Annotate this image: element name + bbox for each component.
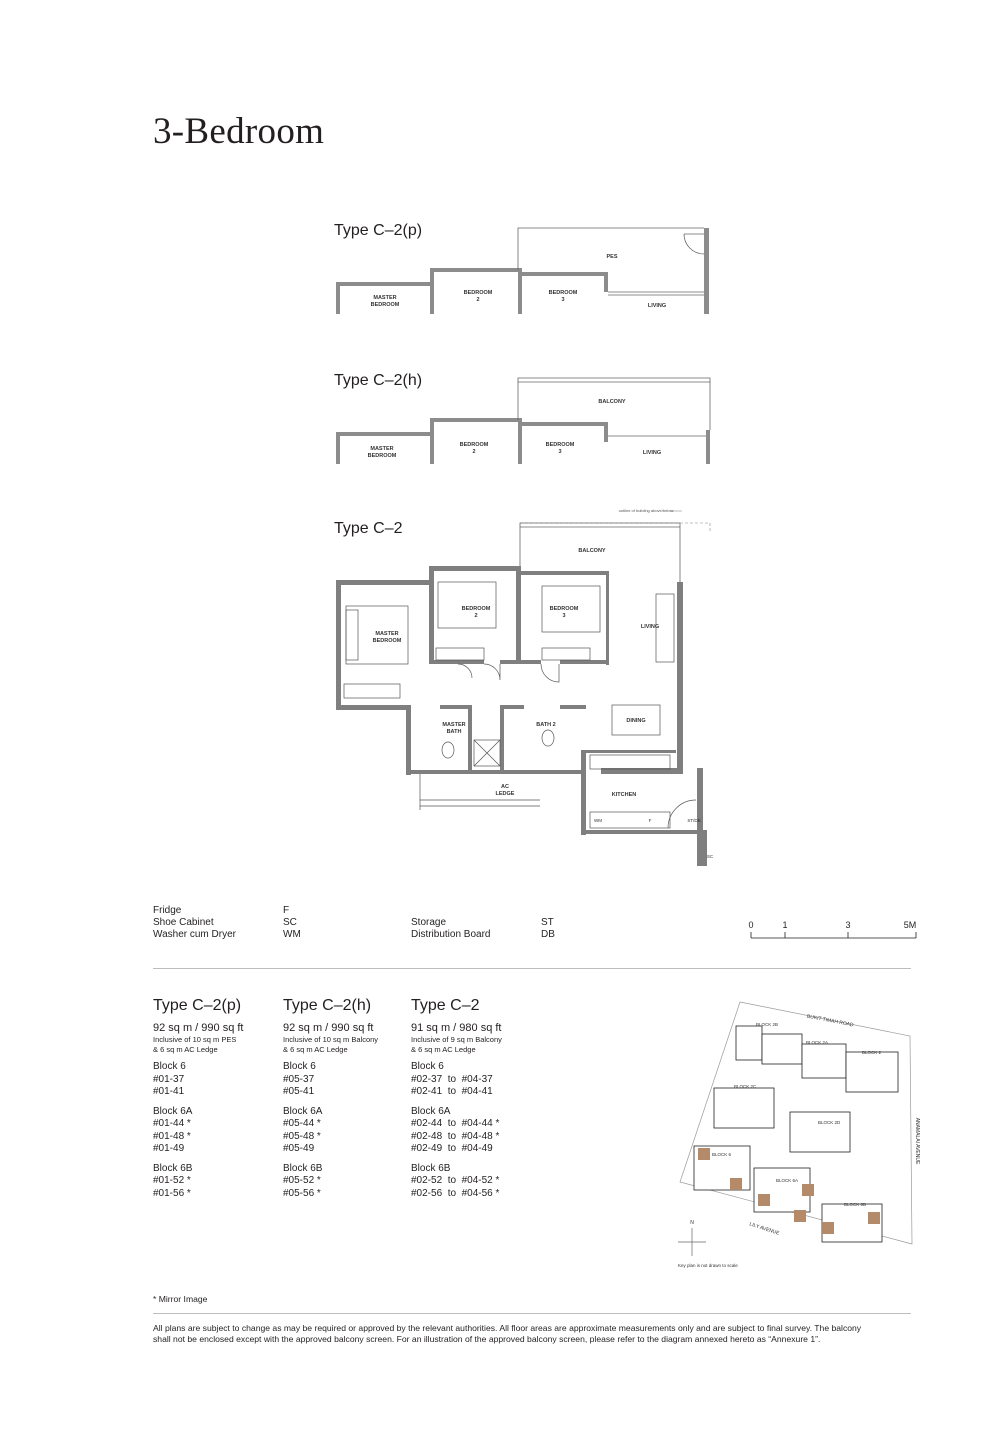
block-group — [283, 1163, 408, 1201]
area-note: & 6 sq m AC Ledge — [153, 1045, 218, 1054]
wall — [560, 660, 609, 664]
block-group — [153, 1106, 278, 1156]
floor-plan-c2 — [330, 500, 720, 870]
room-label: BEDROOM — [548, 290, 578, 296]
room-label: BALCONY — [598, 399, 626, 405]
unit-number: #05-41 — [283, 1086, 315, 1097]
room-label: BEDROOM — [459, 442, 489, 448]
wc-2 — [542, 730, 554, 746]
wall — [518, 272, 606, 276]
key-plan-note: Key plan is not drawn to scale — [678, 1263, 738, 1268]
building-block — [802, 1044, 846, 1078]
legend-abbr: WM — [283, 929, 301, 940]
wall — [430, 268, 434, 314]
building-block — [714, 1088, 774, 1128]
floor-plan-c2p — [330, 222, 720, 318]
highlighted-unit — [698, 1148, 710, 1160]
disclaimer-line: shall not be enclosed except with the approved balcony screen. For an illustration of the approved balcony screen, please refer to the diagram annexed hereto as “Annexure 1”. — [153, 1334, 821, 1344]
pes-outline — [518, 228, 704, 270]
legend-item: Shoe Cabinet — [153, 917, 214, 928]
block-group — [411, 1163, 571, 1201]
wall — [440, 705, 468, 709]
highlighted-unit — [758, 1194, 770, 1206]
room-label: BALCONY — [578, 548, 606, 554]
wall — [581, 750, 586, 835]
unit-number: #05-56 * — [283, 1187, 321, 1199]
door-swing — [541, 664, 559, 682]
legend-item: Distribution Board — [411, 929, 491, 940]
plan-label-c2h: Type C–2(h) — [334, 372, 423, 389]
block-name: Block 6B — [411, 1162, 451, 1174]
block-group — [411, 1106, 571, 1156]
unit-number: #05-37 — [283, 1073, 315, 1085]
building-block — [736, 1026, 762, 1060]
area-note: Inclusive of 10 sq m Balcony — [283, 1035, 379, 1044]
road-label: LILY AVENUE — [748, 1221, 781, 1237]
wall — [521, 660, 541, 664]
room-label: BEDROOM — [367, 453, 397, 459]
wall — [521, 571, 609, 575]
scale-tick-label: 3 — [845, 920, 851, 930]
highlighted-unit — [794, 1210, 806, 1222]
area-note: Inclusive of 9 sq m Balcony — [411, 1035, 502, 1044]
wall — [429, 566, 521, 571]
legend-abbr: F — [283, 905, 290, 916]
north-label: N — [690, 1220, 694, 1226]
wall — [516, 566, 521, 664]
unit-number: #01-41 — [153, 1086, 185, 1097]
legend-abbr: ST — [541, 917, 554, 928]
unit-number: #02-41 to #04-41 — [411, 1086, 493, 1097]
fixture-label: SC — [706, 854, 714, 859]
unit-type-name: Type C–2(p) — [153, 997, 242, 1014]
unit-number: #01-49 — [153, 1143, 185, 1154]
block-group — [283, 1061, 408, 1099]
block-label: BLOCK 6 — [712, 1152, 732, 1157]
block-group — [283, 1106, 408, 1156]
legend-abbr-right — [541, 917, 555, 941]
wall — [430, 418, 434, 464]
wall — [406, 705, 411, 775]
block-name: Block 6B — [153, 1162, 193, 1174]
unit-number: #05-52 * — [283, 1175, 321, 1186]
wall — [500, 705, 504, 770]
wall — [336, 705, 411, 710]
room-label: BEDROOM — [370, 302, 400, 308]
legend-item: Fridge — [153, 905, 182, 916]
master-wardrobe — [344, 684, 400, 698]
area-note: & 6 sq m AC Ledge — [283, 1045, 348, 1054]
scale-tick-label: 1 — [782, 920, 788, 930]
block-label: BLOCK 2B — [756, 1022, 779, 1027]
wall — [706, 430, 710, 464]
wall — [434, 660, 484, 664]
wall — [500, 660, 520, 664]
unit-type-column — [153, 996, 278, 1207]
wall — [406, 770, 586, 774]
wall — [430, 418, 522, 422]
room-label: 2 — [476, 297, 480, 303]
wall — [586, 750, 676, 753]
unit-type-name: Type C–2(h) — [283, 997, 372, 1014]
kitchen-counter-2 — [590, 812, 670, 828]
highlighted-unit — [802, 1184, 814, 1196]
unit-number: #01-44 * — [153, 1118, 191, 1129]
room-label: BEDROOM — [461, 606, 491, 612]
block-name: Block 6 — [153, 1061, 186, 1072]
room-label: 3 — [561, 297, 565, 303]
unit-number: #02-52 to #04-52 * — [411, 1175, 500, 1186]
unit-number: #02-44 to #04-44 * — [411, 1118, 500, 1129]
road-label: BUKIT TIMAH ROAD — [806, 1013, 854, 1029]
bed-headboard — [346, 610, 358, 660]
scale-bar — [744, 914, 924, 944]
area-note: Inclusive of 10 sq m PES — [153, 1035, 237, 1044]
room-label: BEDROOM — [463, 290, 493, 296]
unit-number: #02-37 to #04-37 — [411, 1073, 493, 1085]
highlighted-unit — [822, 1222, 834, 1234]
legend-item: Storage — [411, 917, 447, 928]
page-title: 3-Bedroom — [153, 111, 325, 152]
room-label: LIVING — [640, 624, 660, 630]
unit-type-column — [411, 996, 571, 1207]
wall — [677, 582, 683, 772]
wall — [581, 830, 701, 834]
legend-abbr: SC — [283, 917, 297, 928]
fixture-label: WM — [594, 818, 602, 823]
plan-label-c2: Type C–2 — [334, 520, 403, 537]
building-block — [846, 1052, 898, 1092]
kitchen-counter — [590, 755, 670, 769]
unit-area: 92 sq m / 990 sq ft — [283, 1022, 374, 1034]
wall — [336, 282, 432, 286]
room-label: LEDGE — [495, 791, 515, 797]
room-label: MASTER — [442, 722, 466, 728]
wall — [704, 228, 709, 314]
block-group — [153, 1163, 278, 1201]
block-group — [411, 1061, 571, 1099]
building-block — [762, 1034, 802, 1064]
wall — [518, 422, 606, 426]
block-name: Block 6A — [283, 1105, 323, 1117]
room-label: 3 — [558, 449, 562, 455]
legend-abbr-left — [283, 905, 301, 941]
unit-number: #02-49 to #04-49 — [411, 1143, 493, 1154]
room-label: MASTER — [373, 295, 397, 301]
unit-type-name: Type C–2 — [411, 997, 480, 1014]
wc — [442, 742, 454, 758]
room-label: MASTER — [375, 631, 399, 637]
room-label: LIVING — [647, 303, 667, 309]
divider — [153, 968, 911, 969]
unit-number: #05-44 * — [283, 1118, 321, 1129]
room-label: BEDROOM — [372, 638, 402, 644]
disclaimer-line: All plans are subject to change as may be required or approved by the relevant authorities. All floor areas are approximate measurements only and are subject to final survey. The balcony — [153, 1323, 862, 1333]
room-label: BEDROOM — [545, 442, 575, 448]
bed2-wardrobe — [436, 648, 484, 660]
road-label: ANAMALAI AVENUE — [914, 1117, 920, 1165]
divider — [153, 1313, 911, 1314]
wall — [604, 272, 608, 292]
wall — [336, 432, 432, 436]
block-label: BLOCK 6A — [776, 1178, 799, 1183]
unit-type-column — [283, 996, 408, 1207]
area-note: & 6 sq m AC Ledge — [411, 1045, 476, 1054]
room-label: 2 — [474, 613, 478, 619]
block-name: Block 6 — [411, 1061, 444, 1072]
block-label: BLOCK 2D — [818, 1120, 841, 1125]
wall — [697, 830, 707, 866]
unit-number: #01-48 * — [153, 1130, 191, 1142]
wall — [504, 705, 524, 709]
door-swing — [458, 664, 472, 678]
block-name: Block 6B — [283, 1162, 323, 1174]
wall — [560, 705, 586, 709]
wall — [336, 432, 340, 464]
fixture-label: ST/DB — [687, 818, 701, 823]
unit-number: #05-48 * — [283, 1130, 321, 1142]
door-swing — [684, 234, 704, 254]
wall — [336, 580, 341, 710]
block-label: BLOCK 6B — [844, 1202, 867, 1207]
room-label: KITCHEN — [611, 792, 637, 798]
block-label: BLOCK 2A — [806, 1040, 829, 1045]
legend-item: Washer cum Dryer — [153, 929, 236, 940]
block-name: Block 6A — [153, 1105, 193, 1117]
bed3-wardrobe — [542, 648, 590, 660]
plan-label-c2p: Type C–2(p) — [334, 222, 423, 239]
block-name: Block 6 — [283, 1061, 316, 1072]
unit-number: #02-56 to #04-56 * — [411, 1187, 500, 1199]
outline-note: outline of building above/below — [618, 508, 674, 513]
block-label: BLOCK 2C — [734, 1084, 757, 1089]
fixture-label: F — [648, 818, 652, 823]
mirror-note: * Mirror Image — [153, 1294, 208, 1304]
room-label: AC — [501, 784, 509, 790]
room-label: BEDROOM — [549, 606, 579, 612]
wall — [336, 282, 340, 314]
unit-number: #01-56 * — [153, 1187, 191, 1199]
room-label: BATH — [446, 729, 462, 735]
bedroom2-bed — [438, 582, 496, 628]
wall — [604, 422, 608, 442]
highlighted-unit — [868, 1212, 880, 1224]
scale-tick-label: 5M — [903, 920, 917, 930]
room-label: DINING — [626, 718, 646, 724]
unit-number: #02-48 to #04-48 * — [411, 1130, 500, 1142]
room-label: BATH 2 — [536, 722, 556, 728]
legend-names-right — [411, 917, 490, 941]
room-label: LIVING — [642, 450, 662, 456]
key-plan — [672, 996, 922, 1276]
scale-tick-label: 0 — [748, 920, 754, 930]
room-label: PES — [606, 254, 618, 260]
disclaimer — [153, 1323, 913, 1345]
unit-area: 91 sq m / 980 sq ft — [411, 1022, 502, 1034]
entrance-door — [668, 800, 696, 828]
wall — [430, 268, 522, 272]
wall — [468, 705, 472, 770]
wall — [606, 571, 609, 665]
highlighted-unit — [730, 1178, 742, 1190]
block-label: BLOCK 2 — [862, 1050, 882, 1055]
north-arrow — [678, 1228, 706, 1256]
wall — [429, 566, 434, 664]
legend-names-left — [153, 905, 236, 941]
block-name: Block 6A — [411, 1105, 451, 1117]
floor-plan-c2h — [330, 372, 720, 468]
outline-above — [520, 523, 710, 532]
room-label: 3 — [562, 613, 566, 619]
building-block — [790, 1112, 850, 1152]
room-label: MASTER — [370, 446, 394, 452]
unit-number: #01-37 — [153, 1073, 185, 1085]
door-swing — [484, 664, 500, 680]
room-label: 2 — [472, 449, 476, 455]
unit-area: 92 sq m / 990 sq ft — [153, 1022, 244, 1034]
unit-number: #05-49 — [283, 1143, 315, 1154]
block-group — [153, 1061, 278, 1099]
legend-abbr: DB — [541, 929, 555, 940]
wall — [336, 580, 432, 585]
unit-number: #01-52 * — [153, 1175, 191, 1186]
